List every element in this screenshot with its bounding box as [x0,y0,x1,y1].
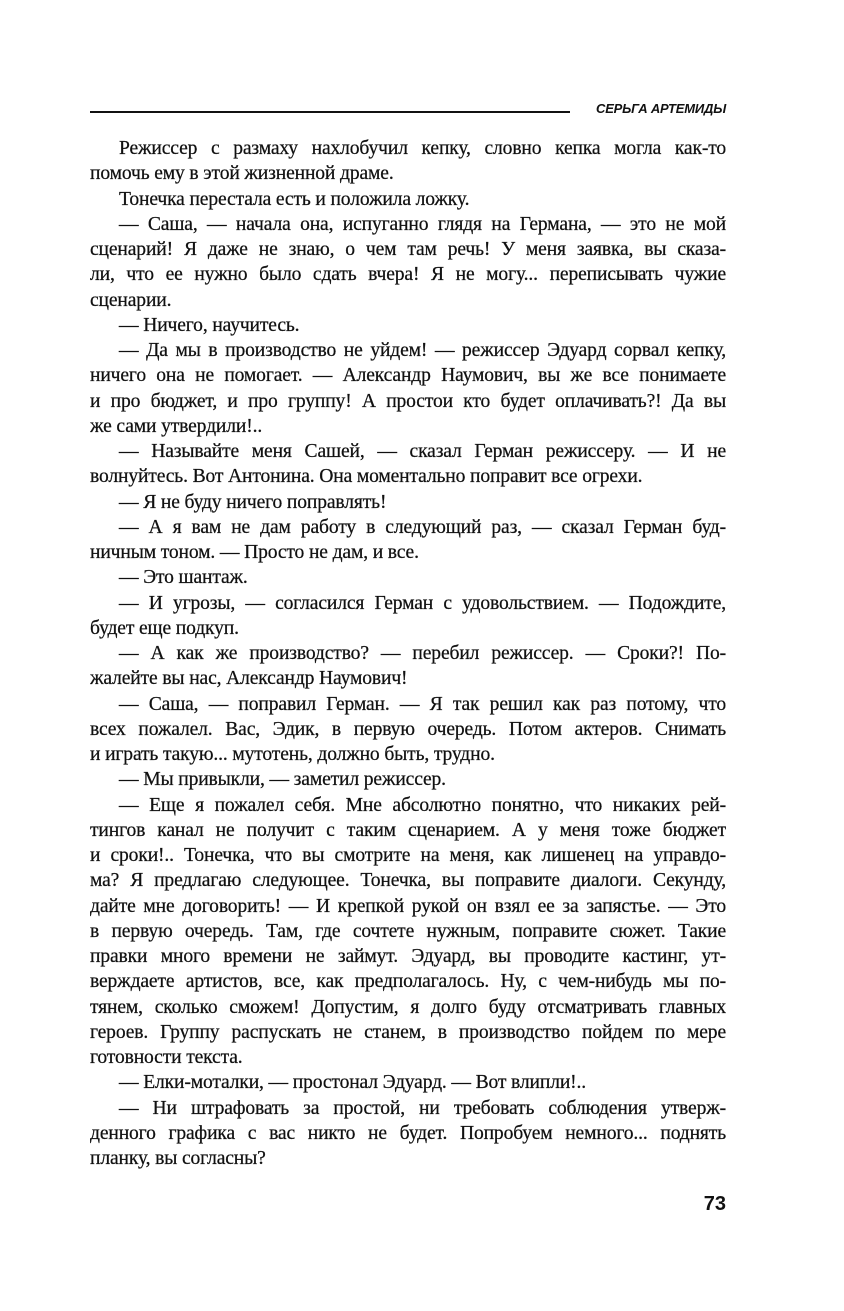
body-text [90,136,726,1171]
paragraph [90,515,726,566]
paragraph [90,313,726,338]
text-line: тянем, сколько сможем! Допустим, я долго буду отсматривать главных [90,996,726,1018]
text-line: — А как же производство? — перебил режиссер. — Сроки?! По- [119,643,726,664]
text-line: героев. Группу распускать не станем, в производство пойдем по мере [90,1021,726,1043]
text-line: — Я не буду ничего поправлять! [119,491,387,513]
text-line: волнуйтесь. Вот Антонина. Она моментально поправит все огрехи. [90,466,643,488]
paragraph [90,490,726,515]
text-line: — Мы привыкли, — заметил режиссер. [119,769,446,791]
text-line: — Еще я пожалел себя. Мне абсолютно понятно, что никаких рей- [119,794,726,816]
text-line: всех пожалел. Вас, Эдик, в первую очередь. Потом актеров. Снимать [90,718,726,740]
paragraph [90,692,726,768]
paragraph [90,793,726,1071]
header-rule [90,111,570,113]
text-line: ничего она не помогает. — Александр Наумович, вы же все понимаете [90,365,726,387]
text-line: — Да мы в производство не уйдем! — режиссер Эдуард сорвал кепку, [119,340,726,361]
text-line: жалейте вы нас, Александр Наумович! [90,668,408,690]
text-line: Режиссер с размаху нахлобучил кепку, словно кепка могла как-то [119,138,726,159]
text-line: ли, что ее нужно было сдать вчера! Я не могу... переписывать чужие [90,264,726,286]
paragraph [90,212,726,313]
paragraph [90,591,726,642]
text-line: будет еще подкуп. [90,617,239,639]
running-head-title: СЕРЬГА АРТЕМИДЫ [596,101,726,116]
text-line: — Елки-моталки, — простонал Эдуард. — Вот влипли!.. [119,1072,587,1094]
text-line: — Ни штрафовать за простой, ни требовать соблюдения утверж- [119,1097,726,1119]
text-line: готовности текста. [90,1047,243,1068]
text-line: — Саша, — начала она, испуганно глядя на Германа, — это не мой [119,213,726,235]
page-number: 73 [703,1193,726,1215]
text-line: и про бюджет, и про группу! А простои кто будет оплачивать?! Да вы [90,390,726,412]
text-line: правки много времени не займут. Эдуард, вы проводите кастинг, ут- [90,946,726,967]
text-line: — И угрозы, — согласился Герман с удовольствием. — Подождите, [119,592,726,614]
text-line: денного графика с вас никто не будет. Попробуем немного... поднять [90,1122,726,1144]
text-line: — Это шантаж. [119,567,248,589]
text-line: и сроки!.. Тонечка, что вы смотрите на меня, как лишенец на управдо- [90,845,726,866]
text-line: же сами утвердили!.. [90,415,263,437]
text-line: ничным тоном. — Просто не дам, и все. [90,542,419,563]
text-line: тингов канал не получит с таким сценарием. А у меня тоже бюджет [90,819,726,841]
paragraph [90,641,726,692]
text-line: — Называйте меня Сашей, — сказал Герман режиссеру. — И не [119,441,726,462]
text-line: ма? Я предлагаю следующее. Тонечка, вы поправите диалоги. Секунду, [90,870,726,892]
text-line: дайте мне договорить! — И крепкой рукой он взял ее за запястье. — Это [90,895,726,917]
text-line: верждаете артистов, все, как предполагалось. Ну, с чем-нибудь мы по- [90,971,726,993]
text-line: планку, вы согласны? [90,1148,266,1169]
paragraph [90,439,726,490]
paragraph [90,1070,726,1095]
paragraph [90,1096,726,1172]
paragraph [90,767,726,792]
text-line: — А я вам не дам работу в следующий раз, — сказал Герман буд- [119,516,726,538]
text-line: сценарий! Я даже не знаю, о чем там речь! У меня заявка, вы сказа- [90,239,726,260]
paragraph [90,565,726,590]
text-line: сценарии. [90,289,172,311]
text-line: — Ничего, научитесь. [119,314,300,336]
text-line: и играть такую... мутотень, должно быть, трудно. [90,744,495,765]
text-line: помочь ему в этой жизненной драме. [90,163,394,185]
text-line: Тонечка перестала есть и положила ложку. [119,188,470,210]
text-line: в первую очередь. Там, где сочтете нужным, поправите сюжет. Такие [90,920,726,942]
paragraph [90,187,726,212]
paragraph [90,338,726,439]
text-line: — Саша, — поправил Герман. — Я так решил как раз потому, что [119,693,726,715]
paragraph [90,136,726,187]
